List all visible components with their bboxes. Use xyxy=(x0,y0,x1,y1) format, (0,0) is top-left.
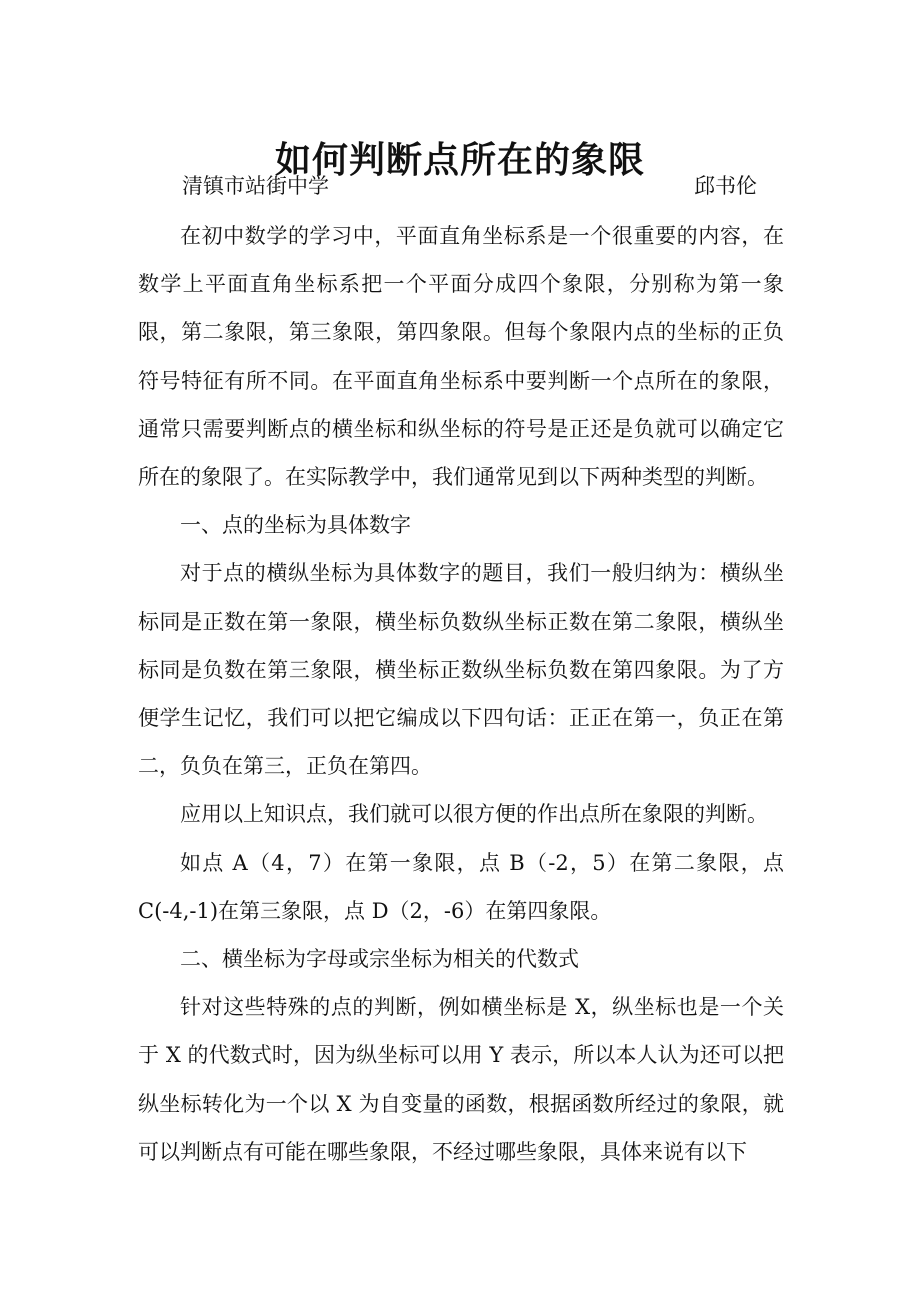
school-name: 清镇市站街中学 xyxy=(182,174,329,198)
document-body xyxy=(138,212,784,1176)
document-title: 如何判断点所在的象限 xyxy=(274,139,645,182)
paragraph-application: 应用以上知识点，我们就可以很方便的作出点所在象限的判断。 xyxy=(180,802,768,827)
section-heading-1: 一、点的坐标为具体数字 xyxy=(180,513,411,538)
author-name: 邱书伦 xyxy=(694,174,757,198)
paragraph-special-cases: 针对这些特殊的点的判断，例如横坐标是 X，纵坐标也是一个关于 X 的代数式时，因为纵坐标可以用 Y 表示，所以本人认为还可以把纵坐标转化为一个以 X 为自变量的函数，根据函数所经过的象限，就可以判断点有可能在哪些象限，不经过哪些象限，具体来说有以下 xyxy=(138,995,784,1164)
paragraph-intro: 在初中数学的学习中，平面直角坐标系是一个很重要的内容，在数学上平面直角坐标系把一个平面分成四个象限，分别称为第一象限，第二象限，第三象限，第四象限。但每个象限内点的坐标的正负符号特征有所不同。在平面直角坐标系中要判断一个点所在的象限，通常只需要判断点的横坐标和纵坐标的符号是正还是负就可以确定它所在的象限了。在实际教学中，我们通常见到以下两种类型的判断。 xyxy=(138,224,784,490)
section-heading-2: 二、横坐标为字母或宗坐标为相关的代数式 xyxy=(180,947,579,972)
byline xyxy=(0,168,920,204)
paragraph-rule-summary: 对于点的横纵坐标为具体数字的题目，我们一般归纳为：横纵坐标同是正数在第一象限，横坐标负数纵坐标正数在第二象限，横纵坐标同是负数在第三象限，横坐标正数纵坐标负数在第四象限。为了方便学生记忆，我们可以把它编成以下四句话：正正在第一，负正在第二，负负在第三，正负在第四。 xyxy=(138,561,784,779)
paragraph-examples: 如点 A（4，7）在第一象限，点 B（-2，5）在第二象限，点 C(-4,-1)在第三象限，点 D（2，-6）在第四象限。 xyxy=(138,850,784,923)
